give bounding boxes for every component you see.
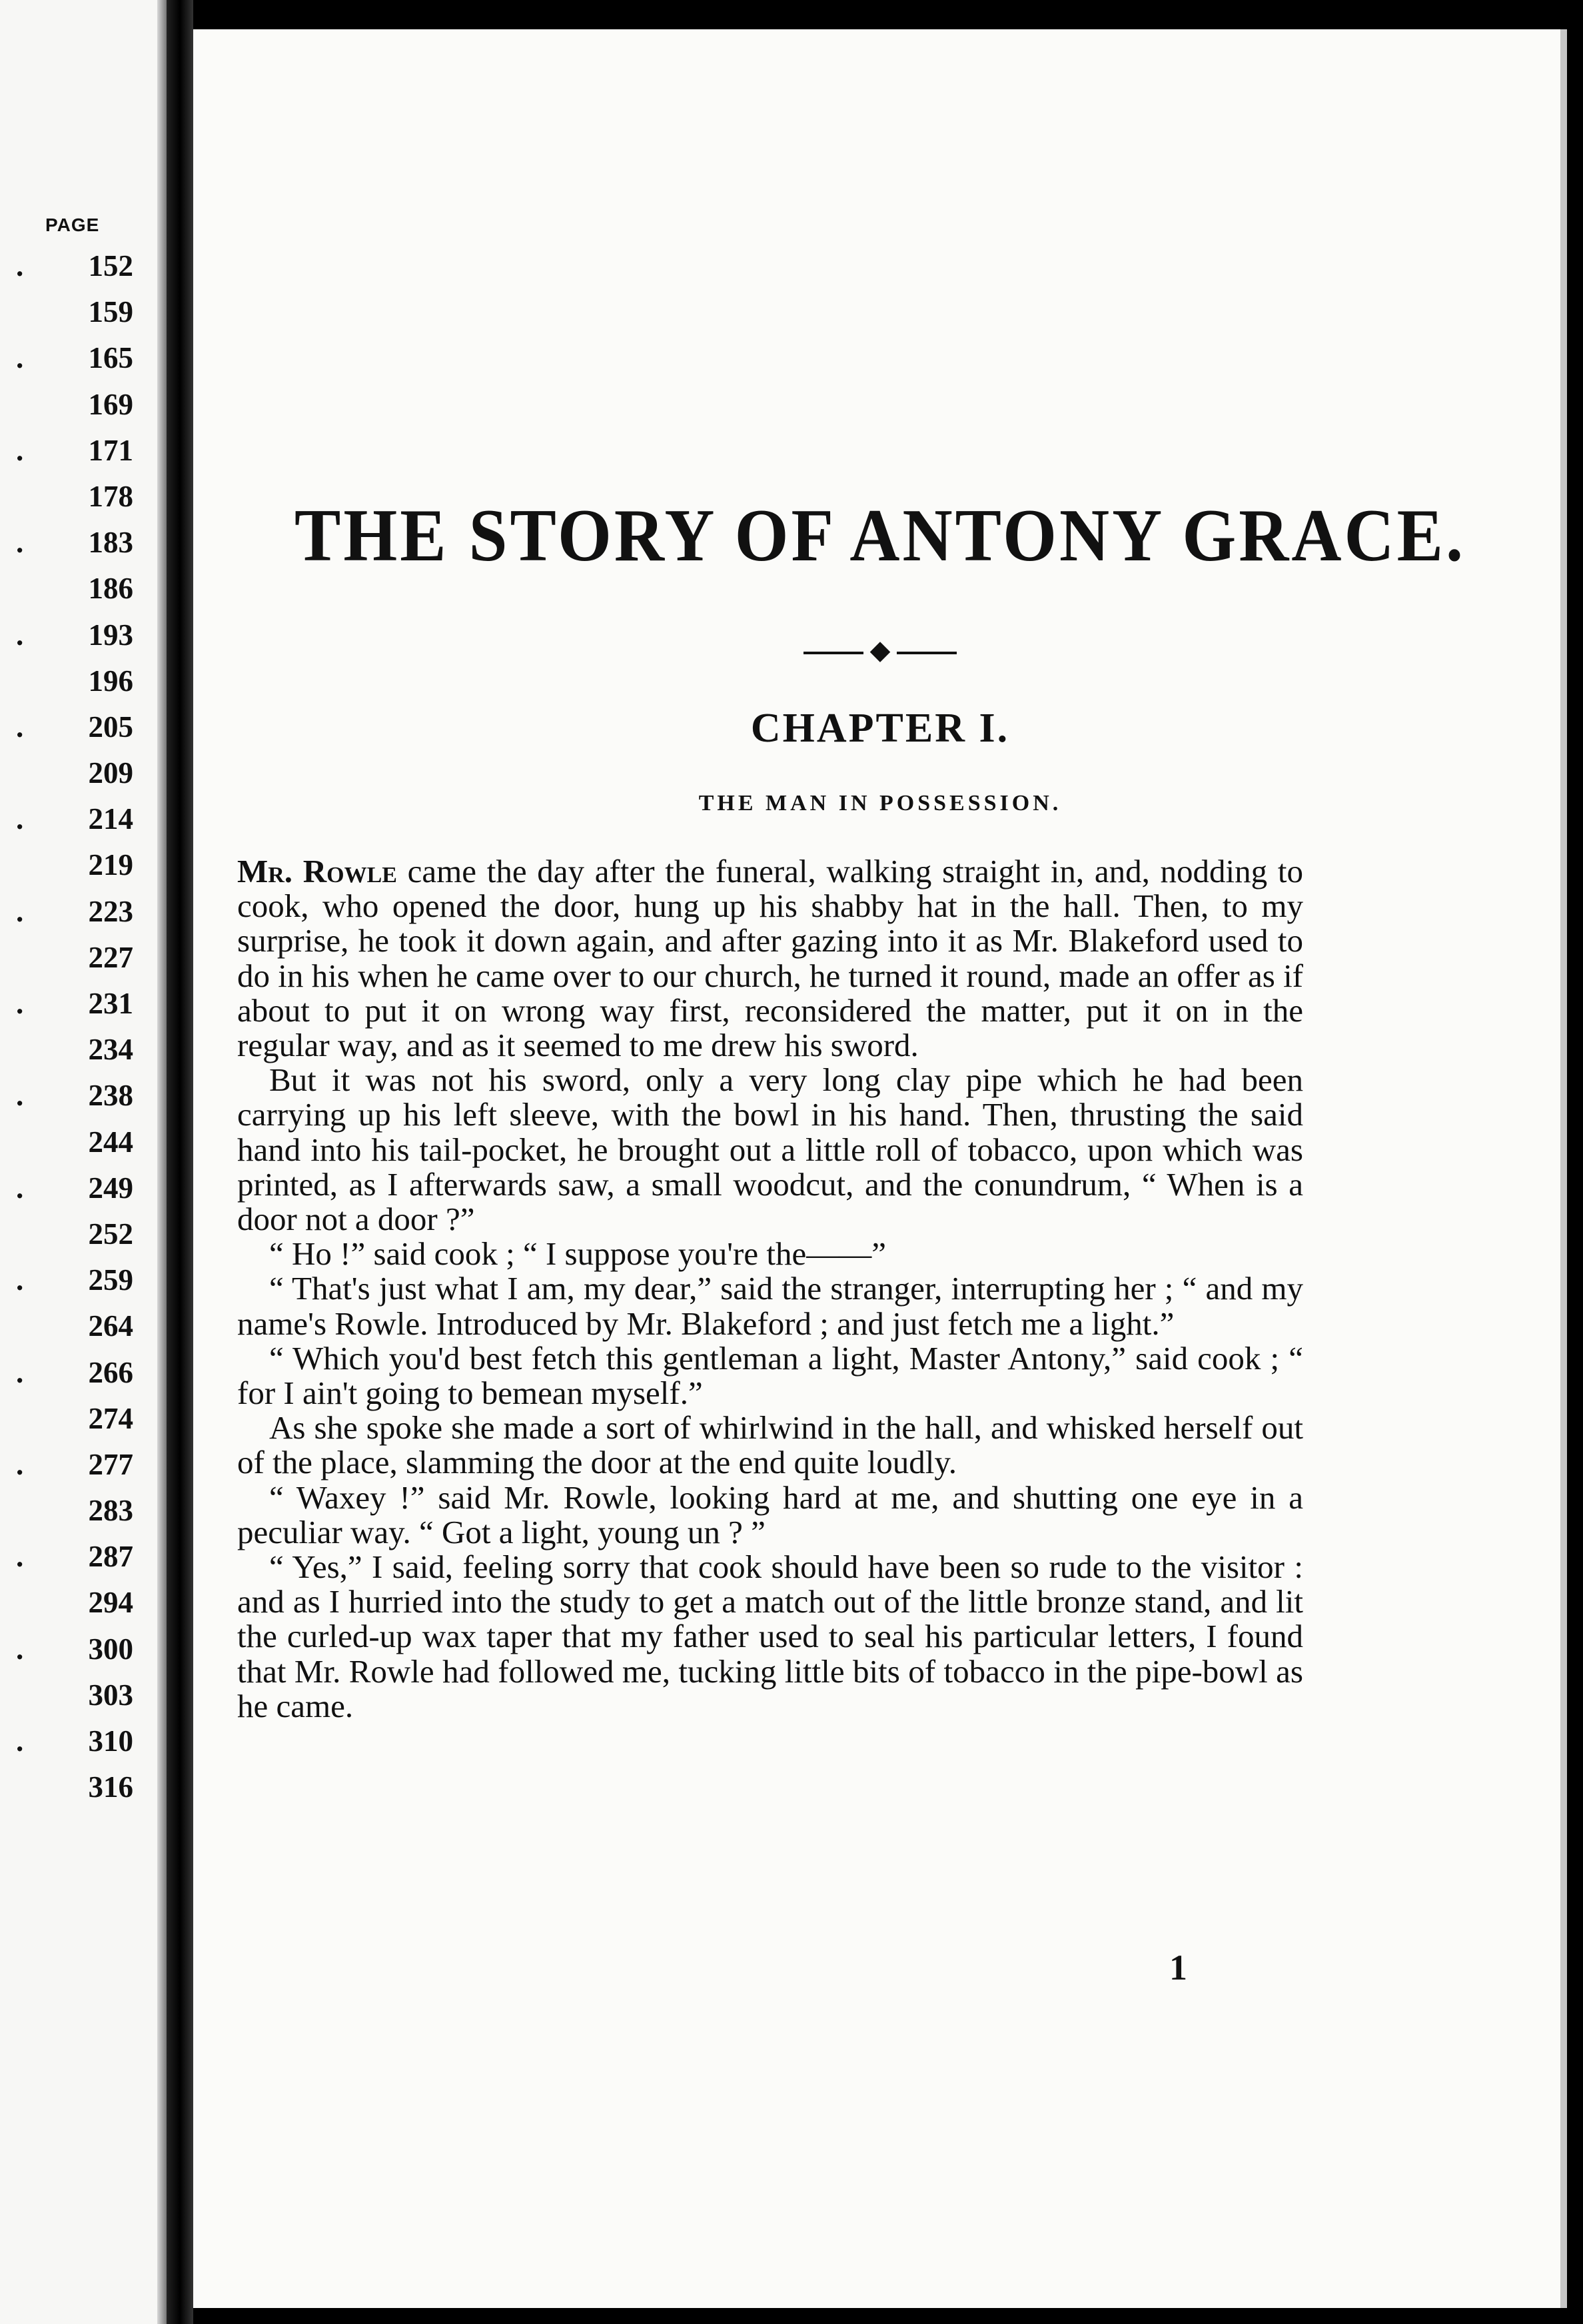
toc-page-number-text: 249: [88, 1171, 133, 1205]
toc-page-number: [0, 520, 133, 566]
toc-page-number-text: 209: [88, 756, 133, 790]
toc-page-number-text: 171: [88, 433, 133, 467]
toc-page-number-text: 196: [88, 664, 133, 698]
toc-page-number: [0, 1764, 133, 1810]
chapter-body: [237, 854, 1303, 1724]
toc-page-number: [0, 382, 133, 428]
toc-page-number-text: 223: [88, 894, 133, 928]
leader-dot: .: [16, 1171, 24, 1205]
toc-page-number: [0, 566, 133, 612]
toc-page-number: [0, 750, 133, 796]
toc-page-number-text: 165: [88, 341, 133, 375]
toc-page-number-text: 152: [88, 249, 133, 283]
paragraph: “ Ho !” said cook ; “ I suppose you're the——”: [269, 1235, 886, 1273]
toc-page-number-text: 183: [88, 526, 133, 560]
toc-page-number: [0, 981, 133, 1027]
paragraph: [237, 854, 1303, 1063]
toc-page-number: [0, 428, 133, 474]
toc-page-number-text: 287: [88, 1540, 133, 1574]
leader-dot: .: [16, 1632, 24, 1666]
opening-words: Mr. Rowle: [237, 853, 397, 889]
leader-dot: .: [16, 1724, 24, 1758]
chapter-heading: CHAPTER I.: [750, 706, 1010, 751]
toc-page-number-text: 238: [88, 1079, 133, 1113]
toc-page-number: [0, 658, 133, 704]
page-number: 1: [1169, 1948, 1187, 1988]
toc-page-number-text: 231: [88, 987, 133, 1020]
paragraph: “ That's just what I am, my dear,” said the stranger, interrupting her ; “ and my name's Rowle. Introduced by Mr. Blakeford ; and just fetch me a light.”: [237, 1270, 1303, 1342]
toc-page-number: [0, 796, 133, 842]
leader-dot: .: [16, 526, 24, 560]
toc-page-number: [0, 243, 133, 289]
previous-page-strip: [0, 0, 167, 2324]
toc-page-number: [0, 1718, 133, 1764]
toc-page-number-text: 310: [88, 1724, 133, 1758]
chapter-subtitle: THE MAN IN POSSESSION.: [698, 791, 1062, 816]
book-gutter: [167, 0, 193, 2324]
toc-page-number: [0, 704, 133, 750]
toc-page-number: [0, 889, 133, 935]
paragraph: “ Which you'd best fetch this gentleman a light, Master Antony,” said cook ; “ for I ain't going to bemean myself.”: [237, 1339, 1303, 1412]
leader-dot: .: [16, 1540, 24, 1574]
leader-dot: .: [16, 987, 24, 1020]
toc-page-number-text: 283: [88, 1494, 133, 1528]
toc-page-number: [0, 1303, 133, 1349]
leader-dot: .: [16, 802, 24, 836]
toc-page-number-text: 264: [88, 1309, 133, 1343]
toc-page-number: [0, 1211, 133, 1257]
toc-page-number: [0, 1396, 133, 1442]
paragraph-list: [237, 1063, 1303, 1724]
leader-dot: .: [16, 433, 24, 467]
toc-page-number-text: 193: [88, 618, 133, 652]
toc-page-number: [0, 474, 133, 520]
toc-page-number-text: 219: [88, 848, 133, 882]
opening-text: came the day after the funeral, walking straight in, and, nodding to cook, who opened the door, hung up his shabby hat in the hall. Then, to my surprise, he took it down again, and after gazing into it as Mr. Blakeford used to do in his when he came over to our church, he turned it round, made an offer as if about to put it on wrong way first, reconsidered the matter, put it on in the regular way, and as it seemed to me drew his sword.: [237, 853, 1303, 1064]
leader-dot: .: [16, 341, 24, 375]
toc-page-number-text: 316: [88, 1770, 133, 1804]
toc-page-number: [0, 1165, 133, 1211]
leader-dot: .: [16, 1447, 24, 1481]
toc-page-number-text: 300: [88, 1632, 133, 1666]
leader-dot: .: [16, 1263, 24, 1297]
paragraph: But it was not his sword, only a very long clay pipe which he had been carrying up his left sleeve, with the bowl in his hand. Then, thrusting the said hand into his tail-pocket, he brought out a little roll of tobacco, upon which was printed, as I afterwards saw, a small woodcut, and the conundrum, “ When is a door not a door ?”: [237, 1061, 1303, 1238]
toc-page-number: [0, 612, 133, 658]
toc-page-number-text: 178: [88, 479, 133, 513]
toc-page-number: [0, 935, 133, 981]
toc-page-number: [0, 1027, 133, 1073]
toc-page-number: [0, 1442, 133, 1488]
toc-page-number: [0, 1534, 133, 1580]
toc-page-number: [0, 1257, 133, 1303]
toc-page-number-text: 244: [88, 1125, 133, 1159]
leader-dot: .: [16, 1355, 24, 1389]
book-page: [193, 29, 1567, 2308]
toc-page-number-text: 234: [88, 1033, 133, 1067]
toc-page-number: [0, 289, 133, 335]
toc-page-number-text: 252: [88, 1217, 133, 1251]
leader-dot: .: [16, 710, 24, 744]
toc-page-number-text: 266: [88, 1355, 133, 1389]
toc-page-number-text: 186: [88, 572, 133, 606]
toc-page-number: [0, 1488, 133, 1534]
toc-page-number: [0, 1626, 133, 1672]
toc-page-number: [0, 1672, 133, 1718]
leader-dot: .: [16, 894, 24, 928]
toc-page-number-text: 205: [88, 710, 133, 744]
toc-page-number-text: 159: [88, 295, 133, 329]
toc-page-number: [0, 1580, 133, 1626]
toc-page-number-text: 169: [88, 387, 133, 421]
toc-page-number-text: 214: [88, 802, 133, 836]
toc-page-number-text: 277: [88, 1447, 133, 1481]
paragraph: As she spoke she made a sort of whirlwind in the hall, and whisked herself out of the place, slamming the door at the end quite loudly.: [237, 1409, 1303, 1481]
toc-page-number: [0, 1350, 133, 1396]
toc-page-number-text: 259: [88, 1263, 133, 1297]
leader-dot: .: [16, 618, 24, 652]
paragraph: “ Yes,” I said, feeling sorry that cook should have been so rude to the visitor : and as I hurried into the study to get a match out of the little bronze stand, and lit the curled-up wax taper that my father used to seal his particular letters, I found that Mr. Rowle had followed me, tucking little bits of tobacco in the pipe-bowl as he came.: [237, 1548, 1303, 1724]
toc-page-number-text: 294: [88, 1586, 133, 1620]
toc-page-number: [0, 1073, 133, 1119]
toc-page-numbers: [0, 243, 133, 1810]
leader-dot: .: [16, 1079, 24, 1113]
toc-page-number-text: 274: [88, 1401, 133, 1435]
title-ornament: ◆: [193, 634, 1567, 666]
toc-page-number-text: 303: [88, 1678, 133, 1712]
toc-page-number-text: 227: [88, 940, 133, 974]
toc-page-number: [0, 1119, 133, 1165]
toc-page-number: [0, 335, 133, 381]
page-edge-shadow: [157, 0, 167, 2324]
toc-page-number: [0, 842, 133, 888]
toc-page-header: PAGE: [45, 215, 100, 235]
book-title: THE STORY OF ANTONY GRACE.: [294, 494, 1466, 577]
leader-dot: .: [16, 249, 24, 283]
paragraph: “ Waxey !” said Mr. Rowle, looking hard at me, and shutting one eye in a peculiar way. “ Got a light, young un ? ”: [237, 1478, 1303, 1550]
